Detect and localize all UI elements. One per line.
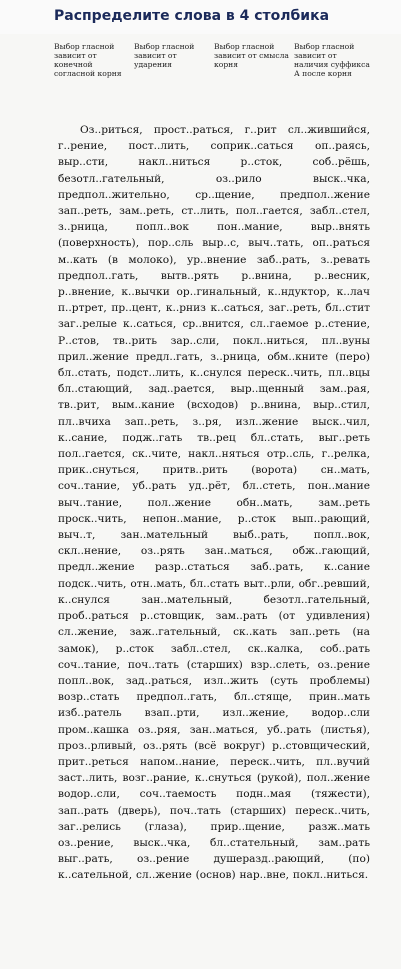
page-title: Распределите слова в 4 столбика (54, 8, 330, 24)
exercise-text: Оз..риться, прост..раться, г..рит сл..жившийся, г..рение, пост..лить, соприк..саться оп..раясь, выр..сти, накл..ниться р..сток, соб..рёшь, безотл..гательный, оз..рило выск..чка, предпол..жительно, ср..щение, предпол..жение зап..реть, зам..реть, ст..лить, пол..гается, забл..стел, з..рница, попл..вок пон..мание, выр..внять (поверхность), пор..сль выр..с, выч..тать, оп..раться м..кать (в молоко), ур..внение заб..рать, з..ревать предпол..гать, вытв..рять р..внина, р..весник, р..внение, к..вычки ор..гинальный, к..ндуктор, к..лач п..ртрет, пр..цент, к..рниз к..саться, заг..реть, бл..стит заг..релые к..саться, ср..внится, сл..гаемое р..стение, Р..стов, тв..рить зар..сли, покл..ниться, пл..вуны прил..жение предл..гать, з..рница, обм..кните (перо) бл..стать, подст..лить, к..снулся переск..чить, пл..вцы бл..стающий, зад..рается, выр..щенный зам..рая, тв..рит, вым..кание (всходов) р..внина, выр..стил, пл..вчиха зап..реть, з..ря, изл..жение выск..чил, к..сание, подж..гать тв..рец бл..стать, выг..реть пол..гается, ск..чите, накл..няться отр..сль, г..релка, прик..снуться, притв..рить (ворота) сн..мать, соч..тание, уб..рать уд..рёт, бл..стеть, пон..мание выч..тание, пол..жение обн..мать, зам..реть проск..чить, непон..мание, р..сток вып..рающий, выч..т, зан..мательный выб..рать, попл..вок, скл..нение, оз..рять зан..маться, обж..гающий, предл..жение разр..статься заб..рать, к..сание подск..чить, отн..мать, бл..стать выт..рли, обг..ревший, к..снулся зан..мательный, безотл..гательный, проб..раться р..стовщик, зам..рать (от удивления) сл..жение, заж..гательный, ск..кать зап..реть (на замок), р..сток забл..стел, ск..калка, соб..рать соч..тание, поч..тать (старших) взр..слеть, оз..рение попл..вок, зад..раться, изл..жить (суть проблемы) возр..стать предпол..гать, бл..стяще, прин..мать изб..ратель взап..рти, изл..жение, водор..сли пром..кашка оз..ряя, зан..маться, уб..рать (листья), проз..рливый, оз..рять (всё вокруг) р..стовщический, прит..реться напом..нание, переск..чить, пл..вучий заст..лить, возг..рание, к..снуться (рукой), пол..жение водор..сли, соч..таемость подн..мая (тяжести), зап..рать (дверь), поч..тать (старших) переск..чить, заг..релись (глаза), прир..щение, разж..мать оз..рение, выск..чка, бл..стательный, зам..рать выг..рать, оз..рение душеразд..рающий, (по) к..сательной, сл..жение (основ) нар..вне, покл..ниться. (58, 124, 370, 882)
column-header-1: Выбор гласной зависит от конечной согласной корня (54, 42, 122, 78)
column-headers (54, 42, 374, 78)
column-header-2: Выбор гласной зависит от ударения (134, 42, 195, 69)
column-header-3: Выбор гласной зависит от смысла корня (214, 42, 289, 69)
title-bar (0, 0, 401, 34)
column-header-4: Выбор гласной зависит от наличия суффикса А после корня (294, 42, 370, 78)
